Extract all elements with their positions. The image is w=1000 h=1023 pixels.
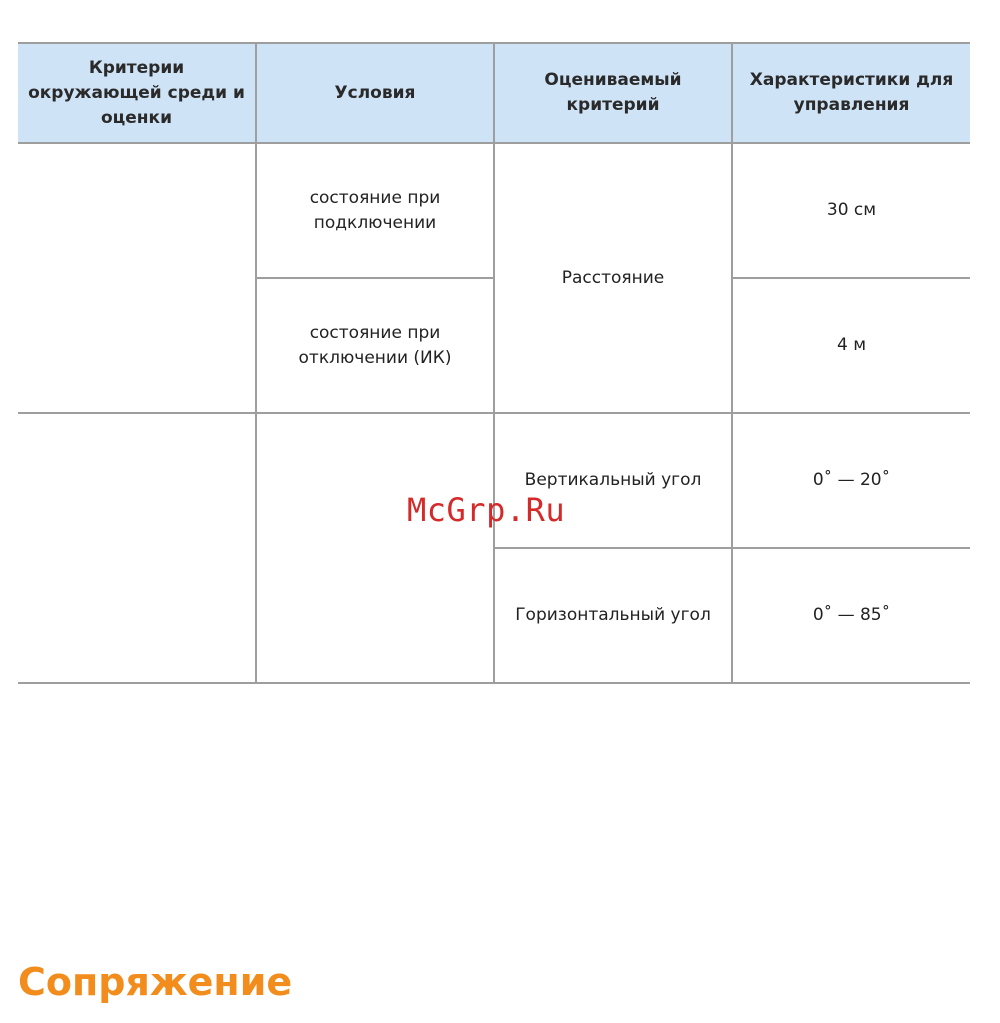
conditions-cell: состояние при отключении (ИК) [256,278,494,413]
spec-table [18,42,970,684]
table-row [18,413,970,548]
header-environment-criteria: Критерии окружающей среди и оценки [18,43,256,143]
criterion-cell: Горизонтальный угол [494,548,732,683]
header-conditions: Условия [256,43,494,143]
value-cell: 30 см [732,143,970,278]
watermark-text: McGrp.Ru [407,491,566,529]
value-cell: 4 м [732,278,970,413]
criterion-cell: Расстояние [494,143,732,413]
conditions-cell: состояние при подключении [256,143,494,278]
environment-cell-empty [18,413,256,683]
header-evaluated-criterion: Оцениваемый критерий [494,43,732,143]
section-title: Сопряжение [18,960,293,1004]
criterion-cell: Вертикальный угол [494,413,732,548]
conditions-cell-empty [256,413,494,683]
environment-cell-empty [18,143,256,413]
value-cell: 0˚ — 20˚ [732,413,970,548]
header-control-characteristics: Характеристики для управления [732,43,970,143]
value-cell: 0˚ — 85˚ [732,548,970,683]
table-row [18,143,970,278]
table-header-row [18,43,970,143]
